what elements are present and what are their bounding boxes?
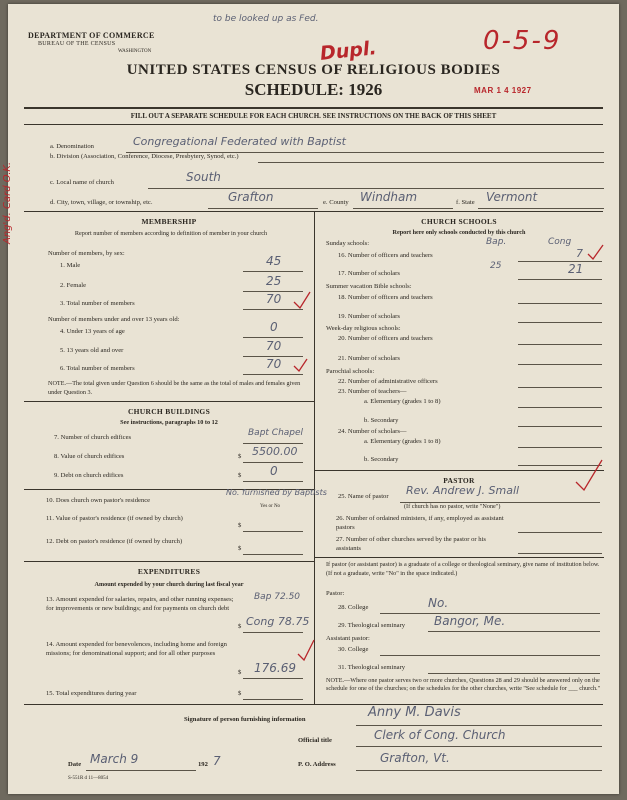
q29-value: Bangor, Me. — [434, 614, 506, 628]
q18-label: 18. Number of officers and teachers — [338, 294, 433, 301]
q24a-label: a. Elementary (grades 1 to 8) — [364, 438, 441, 445]
q6-label: 6. Total number of members — [60, 365, 135, 372]
cong-col: Cong — [548, 237, 572, 247]
division-label: b. Division (Association, Conference, Diocese, Presbytery, Synod, etc.) — [50, 153, 239, 160]
pastor-title: PASTOR — [443, 476, 475, 485]
q23a-label: a. Elementary (grades 1 to 8) — [364, 398, 441, 405]
check-mark-icon — [298, 640, 314, 660]
dollar-sign: $ — [238, 545, 242, 552]
membership-note: NOTE.—The total given under Question 6 should be the same as the total of males and females given under Question 3. — [48, 380, 301, 396]
schools-title: CHURCH SCHOOLS — [421, 217, 497, 226]
bureau-heading: BUREAU OF THE CENSUS — [38, 41, 116, 47]
q14-label: 14. Amount expended for benevolences, including home and foreign missions; for denominational support; and for all other purposes — [46, 641, 227, 658]
dupl-mark: Dupl. — [319, 37, 378, 65]
check-mark-icon — [588, 245, 603, 259]
sunday-label: Sunday schools: — [326, 240, 370, 247]
q12-label: 12. Debt on pastor's residence (if owned by church) — [46, 538, 183, 545]
asst-sublabel: Assistant pastor: — [326, 635, 370, 642]
yes-no-hint: Yes or No — [260, 504, 281, 509]
q2-label: 2. Female — [60, 282, 87, 289]
schools-intro: Report here only schools conducted by this church — [392, 229, 526, 236]
q10-label: 10. Does church own pastor's residence — [46, 497, 151, 504]
year-value: 7 — [213, 754, 221, 768]
q26-label: 26. Number of ordained ministers, if any, employed as assistant pastors — [336, 515, 504, 531]
state-label: f. State — [456, 199, 475, 206]
q13-bap-value: Bap 72.50 — [254, 592, 301, 602]
census-schedule-sheet: DEPARTMENT OF COMMERCE BUREAU OF THE CENSUS WASHINGTON UNITED STATES CENSUS OF RELIGIOUS BODIES SCHEDULE: 1926 FILL OUT A SEPARATE SCHEDULE FOR EACH CHURCH. SEE INSTRUCTIONS ON THE BACK OF THIS SHEET to be looked up as Fed. Dupl. 0-5-9 MAR 1 4 1927 Ang'd. Card O.K. a. Denomination Congregational Federated with Baptist b. Division (Association, Conference, Diocese, Presbytery, Synod, etc.) c. Local name of church South d. City, town, village, or township, etc. Grafton e. County Windham f. State Vermont MEMBERSHIP Report number of members according to definition of member in your church Number of members, by sex: 1. Male 45 2. Female 25 3. Total number of members 70 Number of members under and over 13 years old: 4. Under 13 years of age 0 5. 13 years old and over 70 6. Total number of members 70 NOTE.—The total given under Question 6 should be the same as the total of males and females given under Question 3. CHURCH BUILDINGS See instructions, paragraphs 10 to 12 7. Number of church edifices Bapt Chapel 8. Value of church edifices $ 5500.00 9. Debt on church edifices $ 0 10. Does church own pastor's residence No. furnished by Baptists Yes or No 11. Value of pastor's residence (if owned by church) $ 12. Debt on pastor's residence (if owned by church) $ EXPENDITURES Amount expended by your church during last fiscal year 13. Amount expended for salaries, repairs, and other running expenses; for improvements or new buildings; and for payments on church debt Bap 72.50 $ Cong 78.75 14. Amount expended for benevolences, including home and foreign missions; for denominational support; and for all other purposes $ 176.69 15. Total expenditures during year $ CHURCH SCHOOLS Report here only schools conducted by this church Sunday schools: Bap. Cong 16. Number of officers and teachers 7 17. Number of scholars 25 21 Summer vacation Bible schools: 18. Number of officers and teachers 19. Number of scholars Week-day religious schools: 20. Number of officers and teachers 21. Number of scholars Parochial schools: 22. Number of administrative officers 23. Number of teachers— a. Elementary (grades 1 to 8) b. Secondary 24. Number of scholars— a. Elementary (grades 1 to 8) b. Secondary PASTOR 25. Name of pastor Rev. Andrew J. Small (If church has no pastor, write "None") 26. Number of ordained ministers, if any, employed as assistant pastors 27. Number of other churches served by the pastor or his assistants If pastor (or assistant pastor) is a graduate of a college or theological seminary, give name of institution below. (If not a graduate, write "No" in the space indicated.) Pastor: 28. College No. 29. Theological seminary Bangor, Me. Assistant pastor: 30. College 31. Theological seminary NOTE.—Where one pastor serves two or more churches, Questions 28 and 29 should be answered only on the schedule for one of the churches; on the schedules for the other churches, write "See schedule for ___ church." Signature of person furnishing information Anny M. Davis Official title Clerk of Cong. Church Date March 9 192 7 P. O. Address Grafton, Vt. S-551R d 11—8054 — [8, 4, 619, 794]
q27-label: 27. Number of other churches served by the pastor or his assistants — [336, 536, 486, 552]
expenditures-title: EXPENDITURES — [137, 567, 201, 576]
q19-label: 19. Number of scholars — [338, 313, 400, 320]
q5-label: 5. 13 years old and over — [60, 347, 124, 354]
q14-value: 176.69 — [254, 661, 296, 675]
q6-value: 70 — [266, 357, 282, 371]
q24b-label: b. Secondary — [364, 456, 399, 463]
q7-label: 7. Number of church edifices — [54, 434, 132, 441]
q22-label: 22. Number of administrative officers — [338, 378, 438, 385]
q1-label: 1. Male — [60, 262, 81, 269]
q2-value: 25 — [266, 274, 282, 288]
dollar-sign: $ — [238, 522, 242, 529]
check-mark-icon — [294, 292, 310, 308]
summer-label: Summer vacation Bible schools: — [326, 283, 412, 290]
q17-value: 21 — [568, 262, 584, 276]
dollar-sign: $ — [238, 623, 242, 630]
form-number: S-551R d 11—8054 — [68, 776, 109, 781]
official-title-label: Official title — [298, 737, 332, 744]
city-value: Grafton — [228, 190, 274, 204]
q3-value: 70 — [266, 292, 282, 306]
county-value: Windham — [360, 190, 418, 204]
top-note: to be looked up as Fed. — [213, 14, 319, 24]
q28-value: No. — [428, 596, 449, 610]
q13-value: Cong 78.75 — [246, 615, 310, 628]
date-stamp: MAR 1 4 1927 — [474, 86, 532, 95]
q29-label: 29. Theological seminary — [338, 622, 406, 629]
q31-label: 31. Theological seminary — [338, 664, 406, 671]
form-title: UNITED STATES CENSUS OF RELIGIOUS BODIES — [126, 62, 501, 78]
q4-value: 0 — [270, 320, 278, 334]
county-label: e. County — [323, 199, 349, 206]
over13-label: Number of members under and over 13 years old: — [48, 316, 180, 323]
code-mark: 0-5-9 — [483, 26, 562, 56]
q4-label: 4. Under 13 years of age — [60, 328, 125, 335]
q25-label: 25. Name of pastor — [338, 493, 389, 500]
q10-value: No. furnished by Baptists — [226, 488, 327, 497]
date-value: March 9 — [90, 752, 139, 766]
address-value: Grafton, Vt. — [380, 751, 450, 765]
q3-label: 3. Total number of members — [60, 300, 135, 307]
bap-col: Bap. — [486, 237, 507, 247]
q23b-label: b. Secondary — [364, 417, 399, 424]
q21-label: 21. Number of scholars — [338, 355, 400, 362]
date-label: Date — [68, 761, 82, 768]
q8-label: 8. Value of church edifices — [54, 453, 125, 460]
state-value: Vermont — [486, 190, 538, 204]
city-heading: WASHINGTON — [118, 49, 152, 54]
q17-label: 17. Number of scholars — [338, 270, 400, 277]
q13-label: 13. Amount expended for salaries, repairs, and other running expenses; for improvements or new buildings; and for payments on church debt — [46, 596, 234, 613]
membership-intro: Report number of members according to definition of member in your church — [74, 230, 268, 237]
weekday-label: Week-day religious schools: — [326, 325, 401, 332]
official-title-value: Clerk of Cong. Church — [374, 728, 506, 742]
year-label: 192 — [198, 761, 208, 768]
pastor-note: NOTE.—Where one pastor serves two or more churches, Questions 28 and 29 should be answered only on the schedule for one of the churches; on the schedules for the other churches, write "See schedule for ___ church." — [326, 677, 601, 693]
expenditures-intro: Amount expended by your church during last fiscal year — [94, 581, 244, 588]
schedule-title: SCHEDULE: 1926 — [244, 80, 383, 99]
q9-label: 9. Debt on church edifices — [54, 472, 124, 479]
q20-label: 20. Number of officers and teachers — [338, 335, 433, 342]
q15-label: 15. Total expenditures during year — [46, 690, 137, 697]
dollar-sign: $ — [238, 453, 242, 460]
check-mark-icon — [294, 359, 307, 371]
q5-value: 70 — [266, 339, 282, 353]
check-mark-icon — [576, 460, 602, 490]
q23-label: 23. Number of teachers— — [338, 388, 407, 395]
dept-heading: DEPARTMENT OF COMMERCE — [28, 31, 155, 40]
by-sex-label: Number of members, by sex: — [48, 250, 125, 257]
q25-note: (If church has no pastor, write "None") — [404, 503, 501, 510]
dollar-sign: $ — [238, 669, 242, 676]
q25-value: Rev. Andrew J. Small — [406, 484, 520, 497]
check-marks — [8, 4, 619, 794]
q30-label: 30. College — [338, 646, 369, 653]
instructions-line: FILL OUT A SEPARATE SCHEDULE FOR EACH CHURCH. SEE INSTRUCTIONS ON THE BACK OF THIS SHEET — [130, 112, 497, 120]
q16-label: 16. Number of officers and teachers — [338, 252, 433, 259]
local-name-label: c. Local name of church — [50, 179, 114, 186]
membership-title: MEMBERSHIP — [141, 217, 197, 226]
grad-instructions: If pastor (or assistant pastor) is a graduate of a college or theological seminary, give name of institution below. (If not a graduate, write "No" in the space indicated.) — [326, 561, 600, 577]
address-label: P. O. Address — [298, 761, 336, 768]
denomination-label: a. Denomination — [50, 143, 94, 150]
q28-label: 28. College — [338, 604, 369, 611]
denomination-value: Congregational Federated with Baptist — [133, 135, 346, 148]
buildings-see: See instructions, paragraphs 10 to 12 — [120, 419, 218, 426]
q17-bap-value: 25 — [490, 261, 502, 271]
pastor-sublabel: Pastor: — [326, 590, 345, 597]
city-label: d. City, town, village, or township, etc. — [50, 199, 153, 206]
q1-value: 45 — [266, 254, 282, 268]
q11-label: 11. Value of pastor's residence (if owned by church) — [46, 515, 183, 522]
local-name-value: South — [186, 170, 221, 184]
parochial-label: Parochial schools: — [326, 368, 375, 375]
q24-label: 24. Number of scholars— — [338, 428, 407, 435]
signature-value: Anny M. Davis — [368, 705, 461, 720]
signature-label: Signature of person furnishing information — [184, 716, 306, 723]
dollar-sign: $ — [238, 690, 242, 697]
dollar-sign: $ — [238, 472, 242, 479]
q8-value: 5500.00 — [252, 445, 298, 458]
q7-value: Bapt Chapel — [248, 428, 304, 438]
q16-value: 7 — [576, 247, 583, 260]
buildings-title: CHURCH BUILDINGS — [127, 407, 211, 416]
q9-value: 0 — [270, 464, 278, 478]
